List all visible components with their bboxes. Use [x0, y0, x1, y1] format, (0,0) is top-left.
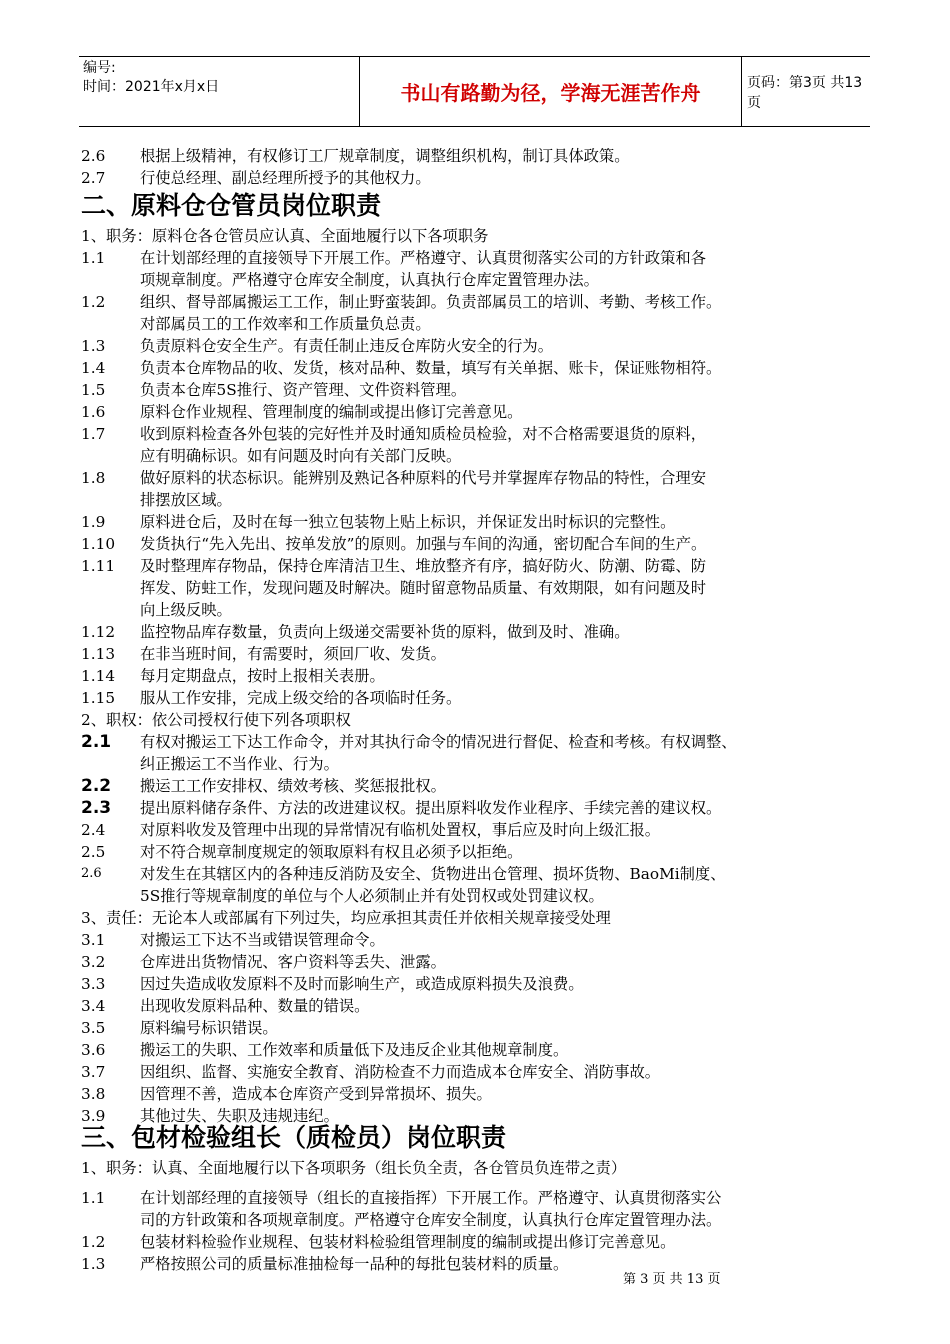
- clause-number: 2.4: [81, 821, 106, 839]
- clause-text: 负责本仓库5S推行、资产管理、文件资料管理。: [140, 381, 467, 399]
- clause-text: 出现收发原料品种、数量的错误。: [140, 997, 370, 1015]
- clause-text: 有权对搬运工下达工作命令，并对其执行命令的情况进行督促、检查和考核。有权调整、: [140, 733, 737, 751]
- clause-text: 仓库进出货物情况、客户资料等丢失、泄露。: [140, 953, 446, 971]
- clause-text: 挥发、防蛀工作，发现问题及时解决。随时留意物品质量、有效期限，如有问题及时: [140, 579, 706, 597]
- date-label: 时间：2021年x月x日: [83, 79, 220, 95]
- clause-text: 其他过失、失职及违规违纪。: [140, 1107, 339, 1125]
- page-number-label: 页码：第3页 共13页: [747, 74, 863, 111]
- clause-number: 3.3: [81, 975, 106, 993]
- clause-text: 搬运工工作安排权、绩效考核、奖惩报批权。: [140, 777, 446, 795]
- number-label: 编号:: [83, 60, 116, 76]
- clause-number: 1.14: [81, 667, 116, 685]
- clause-text: 应有明确标识。如有问题及时向有关部门反映。: [140, 447, 462, 465]
- clause-number: 1.6: [81, 403, 106, 421]
- clause-number: 2.3: [81, 798, 112, 818]
- clause-text: 搬运工的失职、工作效率和质量低下及违反企业其他规章制度。: [140, 1041, 569, 1059]
- clause-number: 1.10: [81, 535, 116, 553]
- page-footer: 第 3 页 共 13 页: [623, 1272, 721, 1287]
- clause-text: 在计划部经理的直接领导（组长的直接指挥）下开展工作。严格遵守、认真贯彻落实公: [140, 1189, 722, 1207]
- clause-number: 1.1: [81, 249, 106, 267]
- clause-text: 在计划部经理的直接领导下开展工作。严格遵守、认真贯彻落实公司的方针政策和各: [140, 249, 706, 267]
- clause-text: 对搬运工下达不当或错误管理命令。: [140, 931, 385, 949]
- clause-number: 3.7: [81, 1063, 106, 1081]
- section-heading: 二、原料仓仓管员岗位职责: [81, 191, 382, 220]
- clause-number: 1.7: [81, 425, 106, 443]
- clause-text: 服从工作安排，完成上级交给的各项临时任务。: [140, 689, 462, 707]
- clause-text: 及时整理库存物品，保持仓库清洁卫生、堆放整齐有序，搞好防火、防潮、防霉、防: [140, 557, 706, 575]
- subsection-text: 1、职务：认真、全面地履行以下各项职务（组长负全责，各仓管员负连带之责）: [81, 1159, 627, 1177]
- clause-text: 原料仓作业规程、管理制度的编制或提出修订完善意见。: [140, 403, 523, 421]
- clause-text: 司的方针政策和各项规章制度。严格遵守仓库安全制度，认真执行仓库定置管理办法。: [140, 1211, 722, 1229]
- clause-number: 1.4: [81, 359, 106, 377]
- clause-text: 原料进仓后，及时在每一独立包装物上贴上标识，并保证发出时标识的完整性。: [140, 513, 676, 531]
- clause-number: 3.4: [81, 997, 106, 1015]
- clause-number: 3.6: [81, 1041, 106, 1059]
- clause-text: 监控物品库存数量，负责向上级递交需要补货的原料，做到及时、准确。: [140, 623, 630, 641]
- motto-text: 书山有路勤为径，学海无涯苦作舟: [400, 81, 701, 105]
- section-heading: 三、包材检验组长（质检员）岗位职责: [81, 1123, 507, 1152]
- clause-text: 对不符合规章制度规定的领取原料有权且必须予以拒绝。: [140, 843, 523, 861]
- clause-number: 1.11: [81, 557, 116, 575]
- clause-number: 3.1: [81, 931, 106, 949]
- header-meta: [83, 59, 278, 125]
- clause-text: 排摆放区域。: [140, 491, 232, 509]
- clause-number: 3.5: [81, 1019, 106, 1037]
- header-motto-cell: [359, 57, 742, 126]
- clause-text: 发货执行“先入先出、按单发放”的原则。加强与车间的沟通，密切配合车间的生产。: [140, 535, 707, 553]
- clause-text: 原料编号标识错误。: [140, 1019, 278, 1037]
- clause-text: 做好原料的状态标识。能辨别及熟记各种原料的代号并掌握库存物品的特性，合理安: [140, 469, 706, 487]
- clause-number: 1.13: [81, 645, 116, 663]
- clause-text: 5S推行等规章制度的单位与个人必须制止并有处罚权或处罚建议权。: [140, 887, 604, 905]
- clause-number: 1.15: [81, 689, 116, 707]
- clause-number: 1.9: [81, 513, 106, 531]
- clause-text: 每月定期盘点，按时上报相关表册。: [140, 667, 385, 685]
- clause-number: 1.12: [81, 623, 116, 641]
- subsection-text: 2、职权：依公司授权行使下列各项职权: [81, 711, 351, 729]
- clause-text: 项规章制度。严格遵守仓库安全制度，认真执行仓库定置管理办法。: [140, 271, 599, 289]
- clause-number: 3.8: [81, 1085, 106, 1103]
- clause-text: 对原料收发及管理中出现的异常情况有临机处置权，事后应及时向上级汇报。: [140, 821, 661, 839]
- clause-text: 对部属员工的工作效率和工作质量负总责。: [140, 315, 431, 333]
- clause-number: 1.1: [81, 1189, 106, 1207]
- clause-text: 负责原料仓安全生产。有责任制止违反仓库防火安全的行为。: [140, 337, 554, 355]
- clause-number: 3.9: [81, 1107, 106, 1125]
- clause-text: 向上级反映。: [140, 601, 232, 619]
- clause-number: 2.2: [81, 776, 112, 796]
- subsection-text: 1、职务：原料仓各仓管员应认真、全面地履行以下各项职务: [81, 227, 489, 245]
- clause-text: 行使总经理、副总经理所授予的其他权力。: [140, 169, 431, 187]
- clause-number: 2.6: [81, 147, 106, 165]
- clause-text: 对发生在其辖区内的各种违反消防及安全、货物进出仓管理、损坏货物、BaoMi制度、: [140, 865, 726, 883]
- clause-number: 3.2: [81, 953, 106, 971]
- clause-text: 组织、督导部属搬运工工作，制止野蛮装卸。负责部属员工的培训、考勤、考核工作。: [140, 293, 722, 311]
- clause-number: 1.2: [81, 1233, 106, 1251]
- clause-text: 负责本仓库物品的收、发货，核对品种、数量，填写有关单据、账卡，保证账物相符。: [140, 359, 722, 377]
- clause-number: 2.1: [81, 732, 112, 752]
- subsection-text: 3、责任：无论本人或部属有下列过失，均应承担其责任并依相关规章接受处理: [81, 909, 611, 927]
- clause-number: 2.5: [81, 843, 106, 861]
- clause-text: 根据上级精神，有权修订工厂规章制度，调整组织机构，制订具体政策。: [140, 147, 630, 165]
- clause-number: 1.3: [81, 337, 106, 355]
- clause-number: 2.6: [81, 866, 102, 881]
- clause-number: 2.7: [81, 169, 106, 187]
- page-header: [79, 56, 870, 127]
- clause-number: 1.2: [81, 293, 106, 311]
- clause-number: 1.5: [81, 381, 106, 399]
- clause-text: 因过失造成收发原料不及时而影响生产，或造成原料损失及浪费。: [140, 975, 584, 993]
- clause-text: 收到原料检查各外包装的完好性并及时通知质检员检验，对不合格需要退货的原料，: [140, 425, 706, 443]
- clause-text: 因组织、监督、实施安全教育、消防检查不力而造成本仓库安全、消防事故。: [140, 1063, 661, 1081]
- clause-text: 因管理不善，造成本仓库资产受到异常损坏、损失。: [140, 1085, 492, 1103]
- clause-text: 在非当班时间，有需要时，须回厂收、发货。: [140, 645, 446, 663]
- clause-number: 1.8: [81, 469, 106, 487]
- clause-text: 纠正搬运工不当作业、行为。: [140, 755, 339, 773]
- clause-text: 包装材料检验作业规程、包装材料检验组管理制度的编制或提出修订完善意见。: [140, 1233, 676, 1251]
- clause-text: 提出原料储存条件、方法的改进建议权。提出原料收发作业程序、手续完善的建议权。: [140, 799, 722, 817]
- clause-number: 1.3: [81, 1255, 106, 1273]
- clause-text: 严格按照公司的质量标准抽检每一品种的每批包装材料的质量。: [140, 1255, 569, 1273]
